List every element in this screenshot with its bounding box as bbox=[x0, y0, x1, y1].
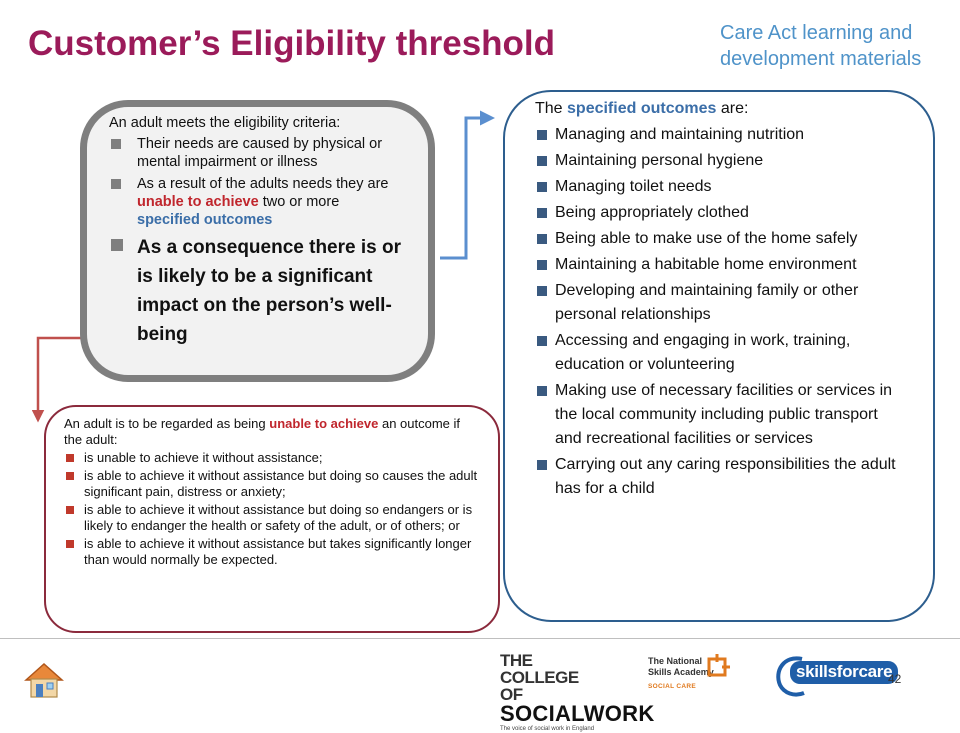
skills-for-care-logo: skillsforcare bbox=[772, 653, 892, 701]
list-item: Managing toilet needs bbox=[535, 175, 905, 199]
unable-intro: An adult is to be regarded as being unable to achieve an outcome if the adult: bbox=[64, 416, 461, 447]
bullet-square-icon bbox=[537, 208, 547, 218]
criteria-item-needs: Their needs are caused by physical or mental impairment or illness bbox=[109, 135, 404, 171]
bullet-square-icon bbox=[537, 130, 547, 140]
bullet-square-icon bbox=[66, 540, 74, 548]
list-item: Maintaining personal hygiene bbox=[535, 149, 905, 173]
bullet-square-icon bbox=[537, 260, 547, 270]
brand-line-1: Care Act learning and bbox=[720, 22, 913, 44]
criteria-item-impact: As a consequence there is or is likely to be a significant impact on the person’s well-being bbox=[109, 233, 404, 349]
list-item: Being appropriately clothed bbox=[535, 201, 905, 225]
outcomes-intro: The specified outcomes are: bbox=[535, 100, 749, 117]
arrow-to-unable bbox=[38, 300, 84, 420]
page-title: Customer’s Eligibility threshold bbox=[28, 24, 556, 63]
bullet-square-icon bbox=[537, 156, 547, 166]
unable-to-achieve-box bbox=[44, 405, 500, 633]
bullet-square-icon bbox=[66, 454, 74, 462]
list-item: is able to achieve it without assistance but doing so causes the adult significant pain, distress or anxiety; bbox=[64, 468, 478, 500]
home-icon[interactable] bbox=[22, 658, 66, 702]
bullet-square-icon bbox=[537, 336, 547, 346]
brand-line-2: development materials bbox=[720, 48, 922, 70]
list-item: Developing and maintaining family or other personal relationships bbox=[535, 279, 905, 327]
national-skills-academy-logo: The National Skills Academy SOCIAL CARE bbox=[648, 656, 748, 690]
nsa-mark-icon bbox=[704, 654, 730, 680]
list-item: Making use of necessary facilities or services in the local community including public transport and recreational facilities or services bbox=[535, 379, 905, 451]
criteria-item-unable: As a result of the adults needs they are unable to achieve two or more specified outcomes bbox=[109, 175, 404, 229]
outcomes-list bbox=[535, 123, 905, 501]
bullet-square-icon bbox=[537, 460, 547, 470]
footer-divider bbox=[0, 638, 960, 639]
list-item: is unable to achieve it without assistance; bbox=[64, 450, 478, 466]
bullet-square-icon bbox=[537, 234, 547, 244]
list-item: is able to achieve it without assistance but takes significantly longer than would normally be expected. bbox=[64, 536, 478, 568]
list-item: Being able to make use of the home safely bbox=[535, 227, 905, 251]
criteria-list bbox=[109, 135, 404, 349]
bullet-square-icon bbox=[537, 386, 547, 396]
list-item: Carrying out any caring responsibilities the adult has for a child bbox=[535, 453, 905, 501]
highlight-specified-outcomes: specified outcomes bbox=[137, 212, 273, 228]
list-item: Maintaining a habitable home environment bbox=[535, 253, 905, 277]
list-item: is able to achieve it without assistance but doing so endangers or is likely to endanger the health or safety of the adult, or of others; or bbox=[64, 502, 478, 534]
list-item: Accessing and engaging in work, training, education or volunteering bbox=[535, 329, 905, 377]
criteria-intro: An adult meets the eligibility criteria: bbox=[109, 115, 341, 131]
eligibility-criteria-box bbox=[80, 100, 435, 382]
list-item: Managing and maintaining nutrition bbox=[535, 123, 905, 147]
bullet-square-icon bbox=[537, 182, 547, 192]
unable-list bbox=[64, 450, 478, 568]
bullet-square-icon bbox=[66, 472, 74, 480]
highlight-unable-to-achieve: unable to achieve bbox=[137, 194, 259, 210]
college-of-social-work-logo: THE COLLEGE OF SOCIALWORK The voice of social work in England bbox=[500, 651, 655, 732]
bullet-square-icon bbox=[111, 179, 121, 189]
bullet-square-icon bbox=[111, 139, 121, 149]
page-number: 42 bbox=[888, 672, 902, 686]
arrow-to-outcomes bbox=[440, 118, 492, 258]
highlight-unable-to-achieve: unable to achieve bbox=[269, 416, 379, 431]
bullet-square-icon bbox=[537, 286, 547, 296]
specified-outcomes-box bbox=[503, 90, 935, 622]
bullet-square-icon bbox=[111, 239, 123, 251]
bullet-square-icon bbox=[66, 506, 74, 514]
highlight-specified-outcomes: specified outcomes bbox=[567, 100, 717, 117]
